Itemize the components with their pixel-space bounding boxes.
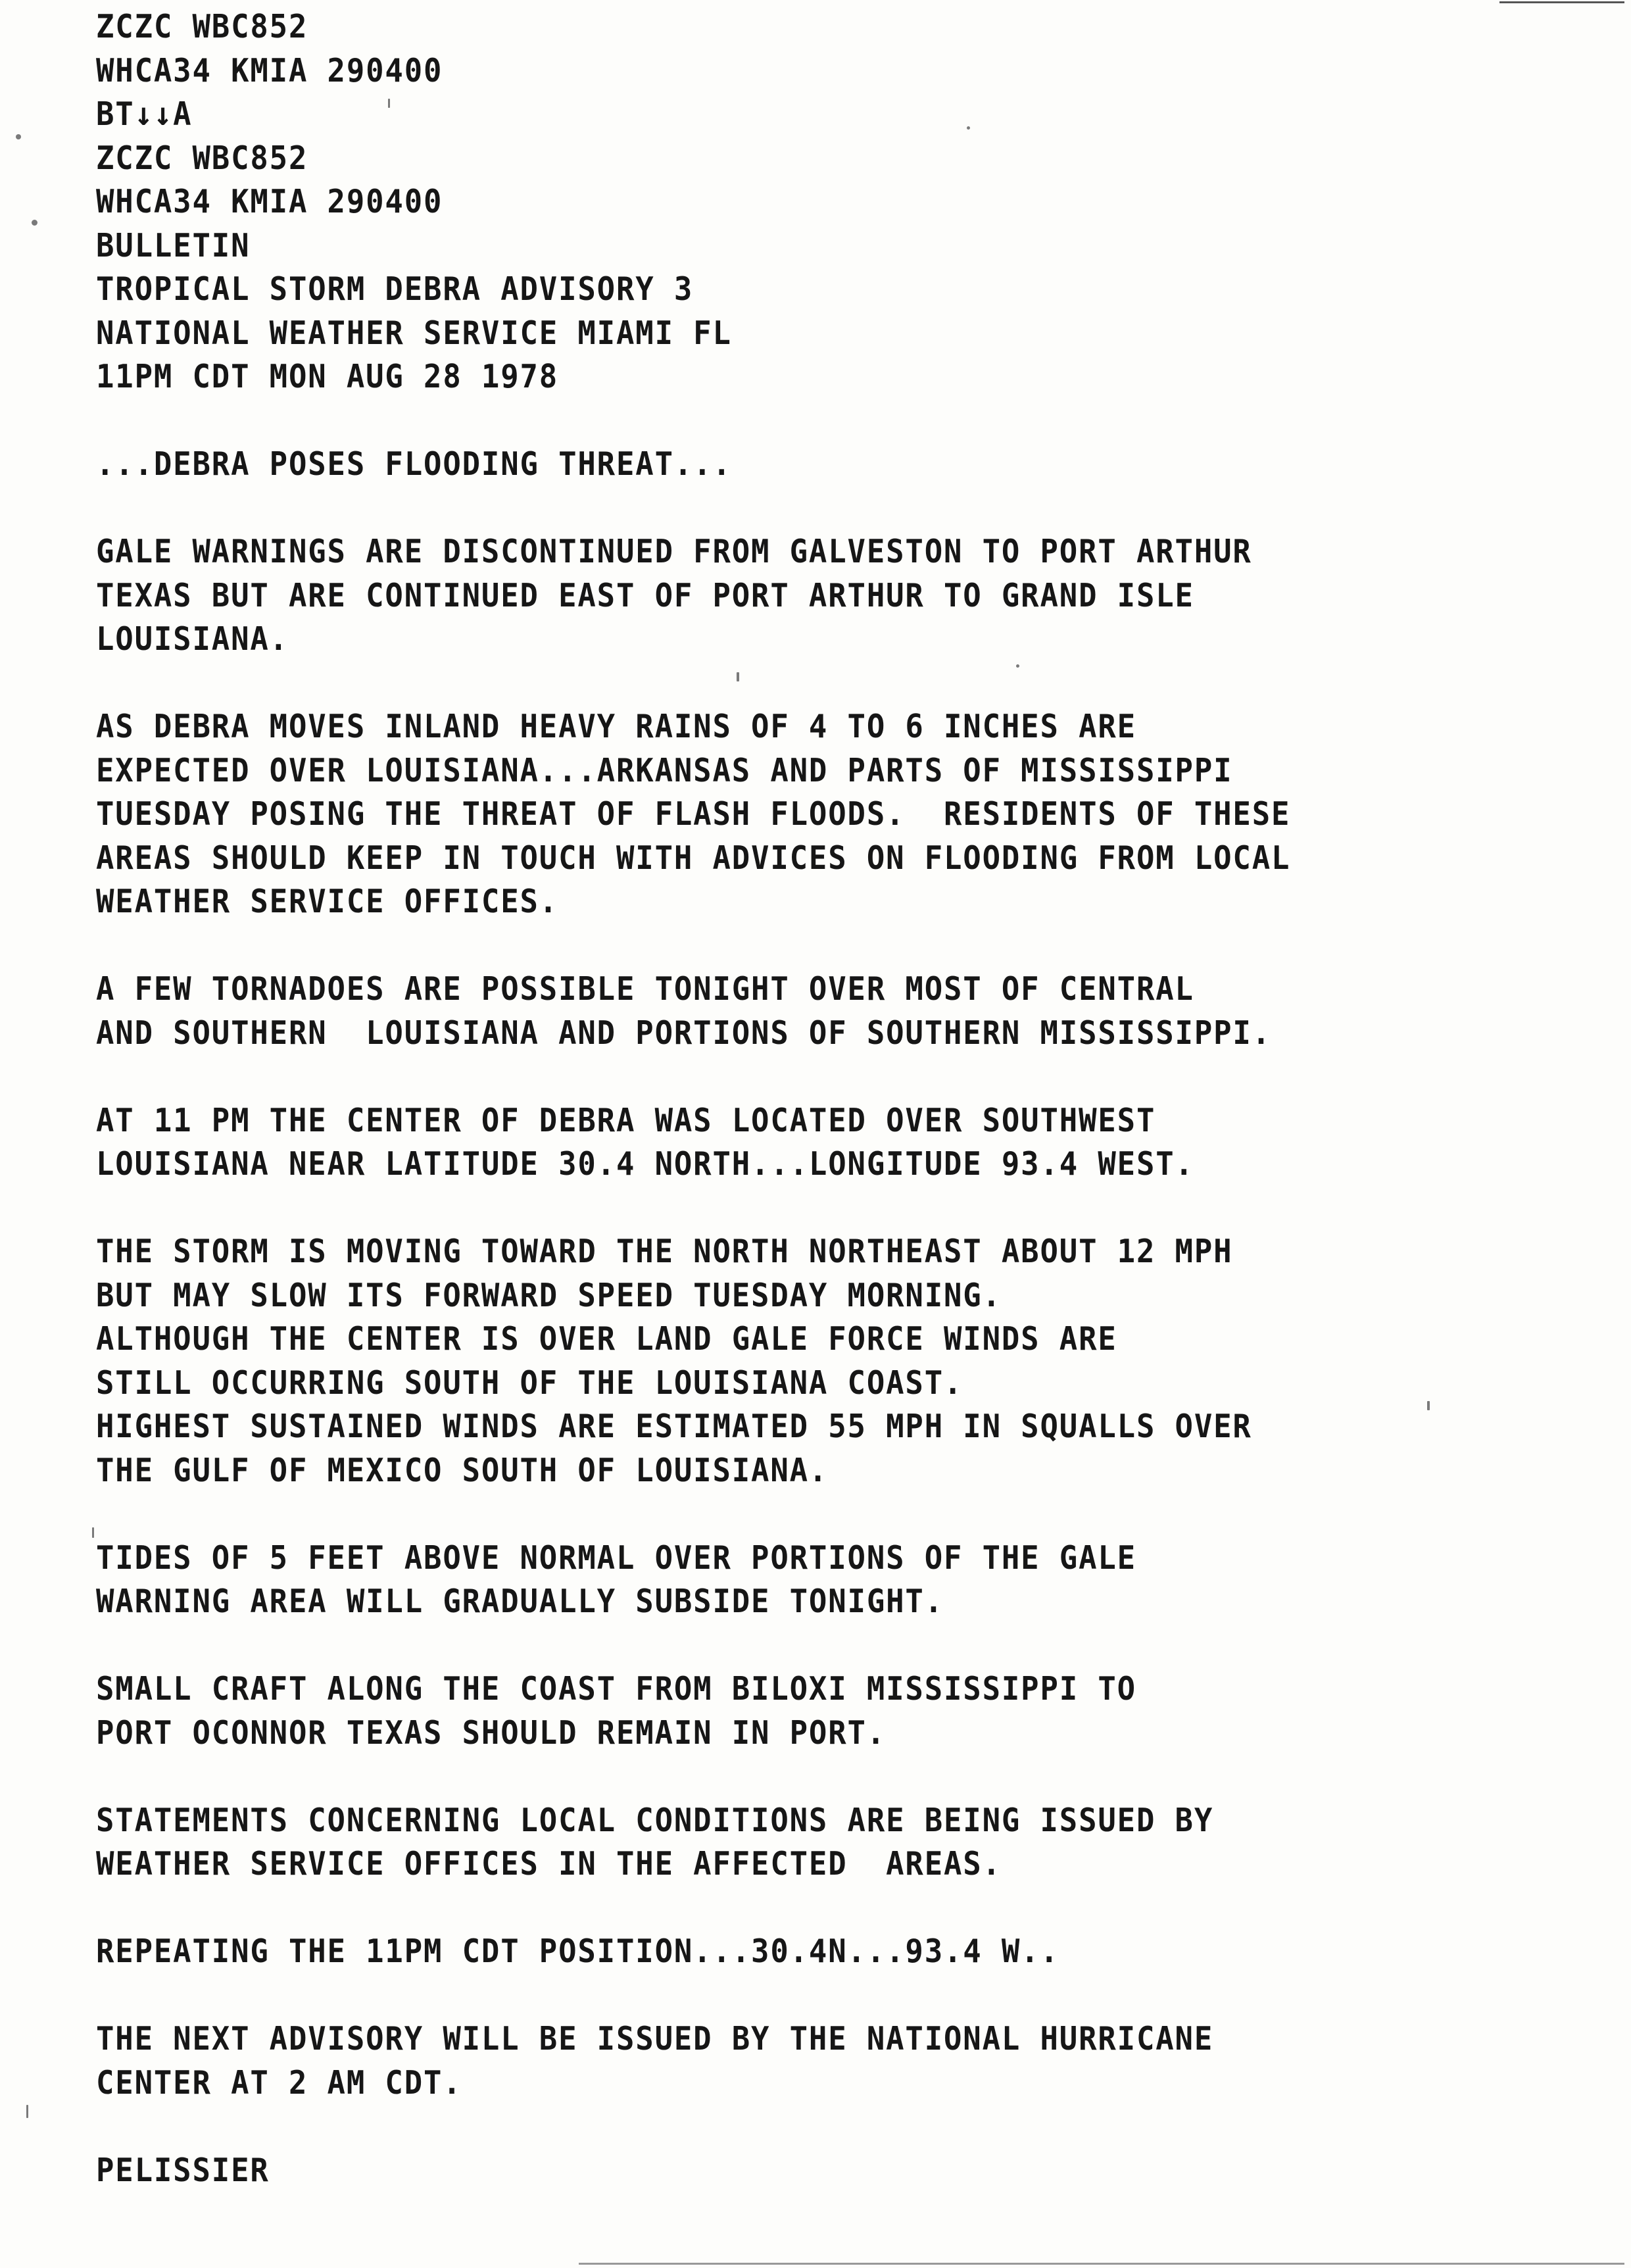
scan-speck [32,220,37,226]
text-line: LOUISIANA. [96,620,289,658]
blank-line [96,399,1442,443]
blank-line [96,1974,1442,2018]
text-line: A FEW TORNADOES ARE POSSIBLE TONIGHT OVER MOST OF CENTRAL [96,970,1194,1008]
text-line: AND SOUTHERN LOUISIANA AND PORTIONS OF SOUTHERN MISSISSIPPI. [96,1014,1272,1052]
blank-line [96,924,1442,968]
paragraph-heavy-rains [96,705,1442,924]
text-line: EXPECTED OVER LOUISIANA...ARKANSAS AND PARTS OF MISSISSIPPI [96,751,1233,789]
text-line: TIDES OF 5 FEET ABOVE NORMAL OVER PORTIONS OF THE GALE [96,1539,1136,1577]
advisory-text [96,0,1442,2192]
text-line: STILL OCCURRING SOUTH OF THE LOUISIANA COAST. [96,1364,963,1402]
paragraph-small-craft [96,1667,1442,1755]
text-line: WEATHER SERVICE OFFICES IN THE AFFECTED AREAS. [96,1845,1002,1883]
paragraph-center-location [96,1099,1442,1187]
blank-line [96,1886,1442,1931]
header-line: BT↓↓A [96,95,193,133]
header-line: WHCA34 KMIA 290400 [96,183,443,220]
header-line: BULLETIN [96,226,251,264]
text-line: AS DEBRA MOVES INLAND HEAVY RAINS OF 4 TO 6 INCHES ARE [96,708,1136,745]
paragraph-tornadoes [96,968,1442,1055]
text-line: TUESDAY POSING THE THREAT OF FLASH FLOODS. RESIDENTS OF THESE [96,795,1291,833]
text-line: PORT OCONNOR TEXAS SHOULD REMAIN IN PORT. [96,1713,887,1752]
blank-line [96,1755,1442,1799]
text-line: ALTHOUGH THE CENTER IS OVER LAND GALE FORCE WINDS ARE [96,1320,1117,1358]
text-line: AT 11 PM THE CENTER OF DEBRA WAS LOCATED OVER SOUTHWEST [96,1101,1156,1139]
header-line: NATIONAL WEATHER SERVICE MIAMI FL [96,314,732,352]
header-block [96,5,1442,399]
header-line: ZCZC WBC852 [96,139,308,177]
text-line: BUT MAY SLOW ITS FORWARD SPEED TUESDAY MORNING. [96,1276,1002,1314]
text-line: THE GULF OF MEXICO SOUTH OF LOUISIANA. [96,1451,829,1489]
blank-line [96,1624,1442,1668]
text-line: SMALL CRAFT ALONG THE COAST FROM BILOXI MISSISSIPPI TO [96,1670,1136,1708]
headline: ...DEBRA POSES FLOODING THREAT... [96,445,732,483]
text-line: TEXAS BUT ARE CONTINUED EAST OF PORT ARTHUR TO GRAND ISLE [96,576,1194,614]
header-line: TROPICAL STORM DEBRA ADVISORY 3 [96,270,694,308]
blank-line [96,487,1442,531]
header-line: 11PM CDT MON AUG 28 1978 [96,358,559,395]
signature: PELISSIER [96,2151,270,2189]
scan-speck [92,1527,94,1538]
paragraph-tides [96,1537,1442,1624]
text-line: AREAS SHOULD KEEP IN TOUCH WITH ADVICES ON FLOODING FROM LOCAL [96,839,1291,877]
bottom-edge-mark [579,2263,1624,2265]
scan-speck [16,134,21,139]
paragraph-storm-motion [96,1230,1442,1492]
text-line: HIGHEST SUSTAINED WINDS ARE ESTIMATED 55 MPH IN SQUALLS OVER [96,1408,1252,1445]
text-line: LOUISIANA NEAR LATITUDE 30.4 NORTH...LONGITUDE 93.4 WEST. [96,1145,1194,1183]
blank-line [96,1187,1442,1231]
text-line: WARNING AREA WILL GRADUALLY SUBSIDE TONIGHT. [96,1583,944,1620]
text-line: WEATHER SERVICE OFFICES. [96,883,559,920]
blank-line [96,2105,1442,2149]
blank-line [96,1492,1442,1537]
text-line: CENTER AT 2 AM CDT. [96,2063,462,2102]
text-line: GALE WARNINGS ARE DISCONTINUED FROM GALVESTON TO PORT ARTHUR [96,533,1252,570]
text-line: THE NEXT ADVISORY WILL BE ISSUED BY THE NATIONAL HURRICANE [96,2020,1214,2058]
paragraph-gale-warnings [96,530,1442,662]
paragraph-statements [96,1799,1442,1886]
paragraph-repeating-position [96,1930,1442,1974]
header-line: ZCZC WBC852 [96,8,308,45]
text-line: REPEATING THE 11PM CDT POSITION...30.4N...93.4 W.. [96,1933,1059,1970]
blank-line [96,1055,1442,1099]
top-edge-mark [1499,1,1624,3]
text-line: STATEMENTS CONCERNING LOCAL CONDITIONS ARE BEING ISSUED BY [96,1801,1214,1839]
scan-speck [26,2105,28,2118]
text-line: THE STORM IS MOVING TOWARD THE NORTH NORTHEAST ABOUT 12 MPH [96,1233,1233,1270]
blank-line [96,662,1442,706]
paragraph-next-advisory [96,2017,1442,2105]
header-line: WHCA34 KMIA 290400 [96,51,443,89]
